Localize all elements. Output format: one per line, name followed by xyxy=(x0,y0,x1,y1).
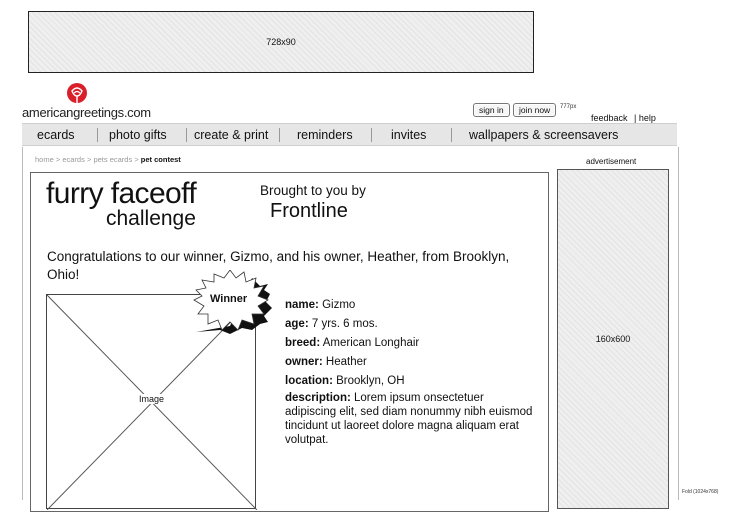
feedback-link[interactable]: feedback xyxy=(591,113,628,123)
top-ad-size-label: 728x90 xyxy=(266,37,296,47)
contest-subtitle: challenge xyxy=(106,207,196,230)
logo-wordmark: americangreetings.com xyxy=(22,105,151,120)
breadcrumb-pets-ecards[interactable]: pets ecards xyxy=(93,155,133,164)
detail-name-value: Gizmo xyxy=(322,299,356,311)
nav-item-wallpapers[interactable]: wallpapers & screensavers xyxy=(469,128,619,142)
side-ad-size-label: 160x600 xyxy=(595,334,631,344)
winner-details xyxy=(285,296,535,447)
site-logo[interactable] xyxy=(22,80,152,122)
main-nav xyxy=(22,123,677,146)
advertisement-label: advertisement xyxy=(586,157,637,166)
detail-location-label: location: xyxy=(285,375,333,387)
detail-breed xyxy=(285,334,535,353)
detail-description xyxy=(285,391,535,447)
nav-divider xyxy=(186,128,187,142)
detail-description-label: description: xyxy=(285,392,351,404)
breadcrumb-current: pet contest xyxy=(140,155,181,164)
detail-name-label: name: xyxy=(285,299,319,311)
detail-age-label: age: xyxy=(285,318,309,330)
nav-item-create-print[interactable]: create & print xyxy=(194,128,269,142)
nav-divider xyxy=(97,128,98,142)
width-annotation: 777px xyxy=(560,104,577,110)
breadcrumb-separator: > xyxy=(55,155,61,164)
detail-owner-value: Heather xyxy=(325,356,367,368)
sponsor-intro: Brought to you by xyxy=(260,183,366,198)
side-skyscraper-ad[interactable] xyxy=(557,169,669,509)
detail-owner-label: owner: xyxy=(285,356,323,368)
detail-age xyxy=(285,315,535,334)
detail-description-value: Lorem ipsum onsectetuer adipiscing elit, sed diam nonummy nibh euismod tincidunt ut laoreet dolore magna aliquam erat volutpat. xyxy=(285,392,533,446)
breadcrumb xyxy=(35,155,181,164)
detail-breed-value: American Longhair xyxy=(322,337,420,349)
help-link[interactable]: | help xyxy=(634,113,656,123)
detail-breed-label: breed: xyxy=(285,337,321,349)
congrats-message: Congratulations to our winner, Gizmo, and his owner, Heather, from Brooklyn, Ohio! xyxy=(47,249,510,282)
sign-in-button[interactable]: sign in xyxy=(473,103,510,117)
breadcrumb-ecards[interactable]: ecards xyxy=(62,155,85,164)
detail-location xyxy=(285,372,535,391)
nav-item-invites[interactable]: invites xyxy=(391,128,427,142)
nav-item-ecards[interactable]: ecards xyxy=(37,128,75,142)
fold-annotation: Fold (1024x768) xyxy=(682,489,719,495)
nav-divider xyxy=(279,128,280,142)
contest-title: furry faceoff xyxy=(46,177,197,210)
join-now-button[interactable]: join now xyxy=(513,103,556,117)
nav-item-reminders[interactable]: reminders xyxy=(297,128,353,142)
detail-owner xyxy=(285,353,535,372)
content-right-border xyxy=(678,147,679,500)
image-placeholder-label: Image xyxy=(139,394,165,404)
nav-item-photo-gifts[interactable]: photo gifts xyxy=(109,128,167,142)
detail-location-value: Brooklyn, OH xyxy=(336,375,405,387)
detail-age-value: 7 yrs. 6 mos. xyxy=(311,318,378,330)
breadcrumb-home[interactable]: home xyxy=(35,155,54,164)
detail-name xyxy=(285,296,535,315)
breadcrumb-separator: > xyxy=(86,155,92,164)
top-banner-ad[interactable] xyxy=(28,11,534,73)
nav-divider xyxy=(371,128,372,142)
content-left-border xyxy=(22,147,23,500)
winner-badge-label: Winner xyxy=(210,293,248,305)
rose-icon xyxy=(65,82,89,106)
sponsor-name: Frontline xyxy=(270,200,348,222)
nav-divider xyxy=(451,128,452,142)
breadcrumb-separator: > xyxy=(134,155,139,164)
